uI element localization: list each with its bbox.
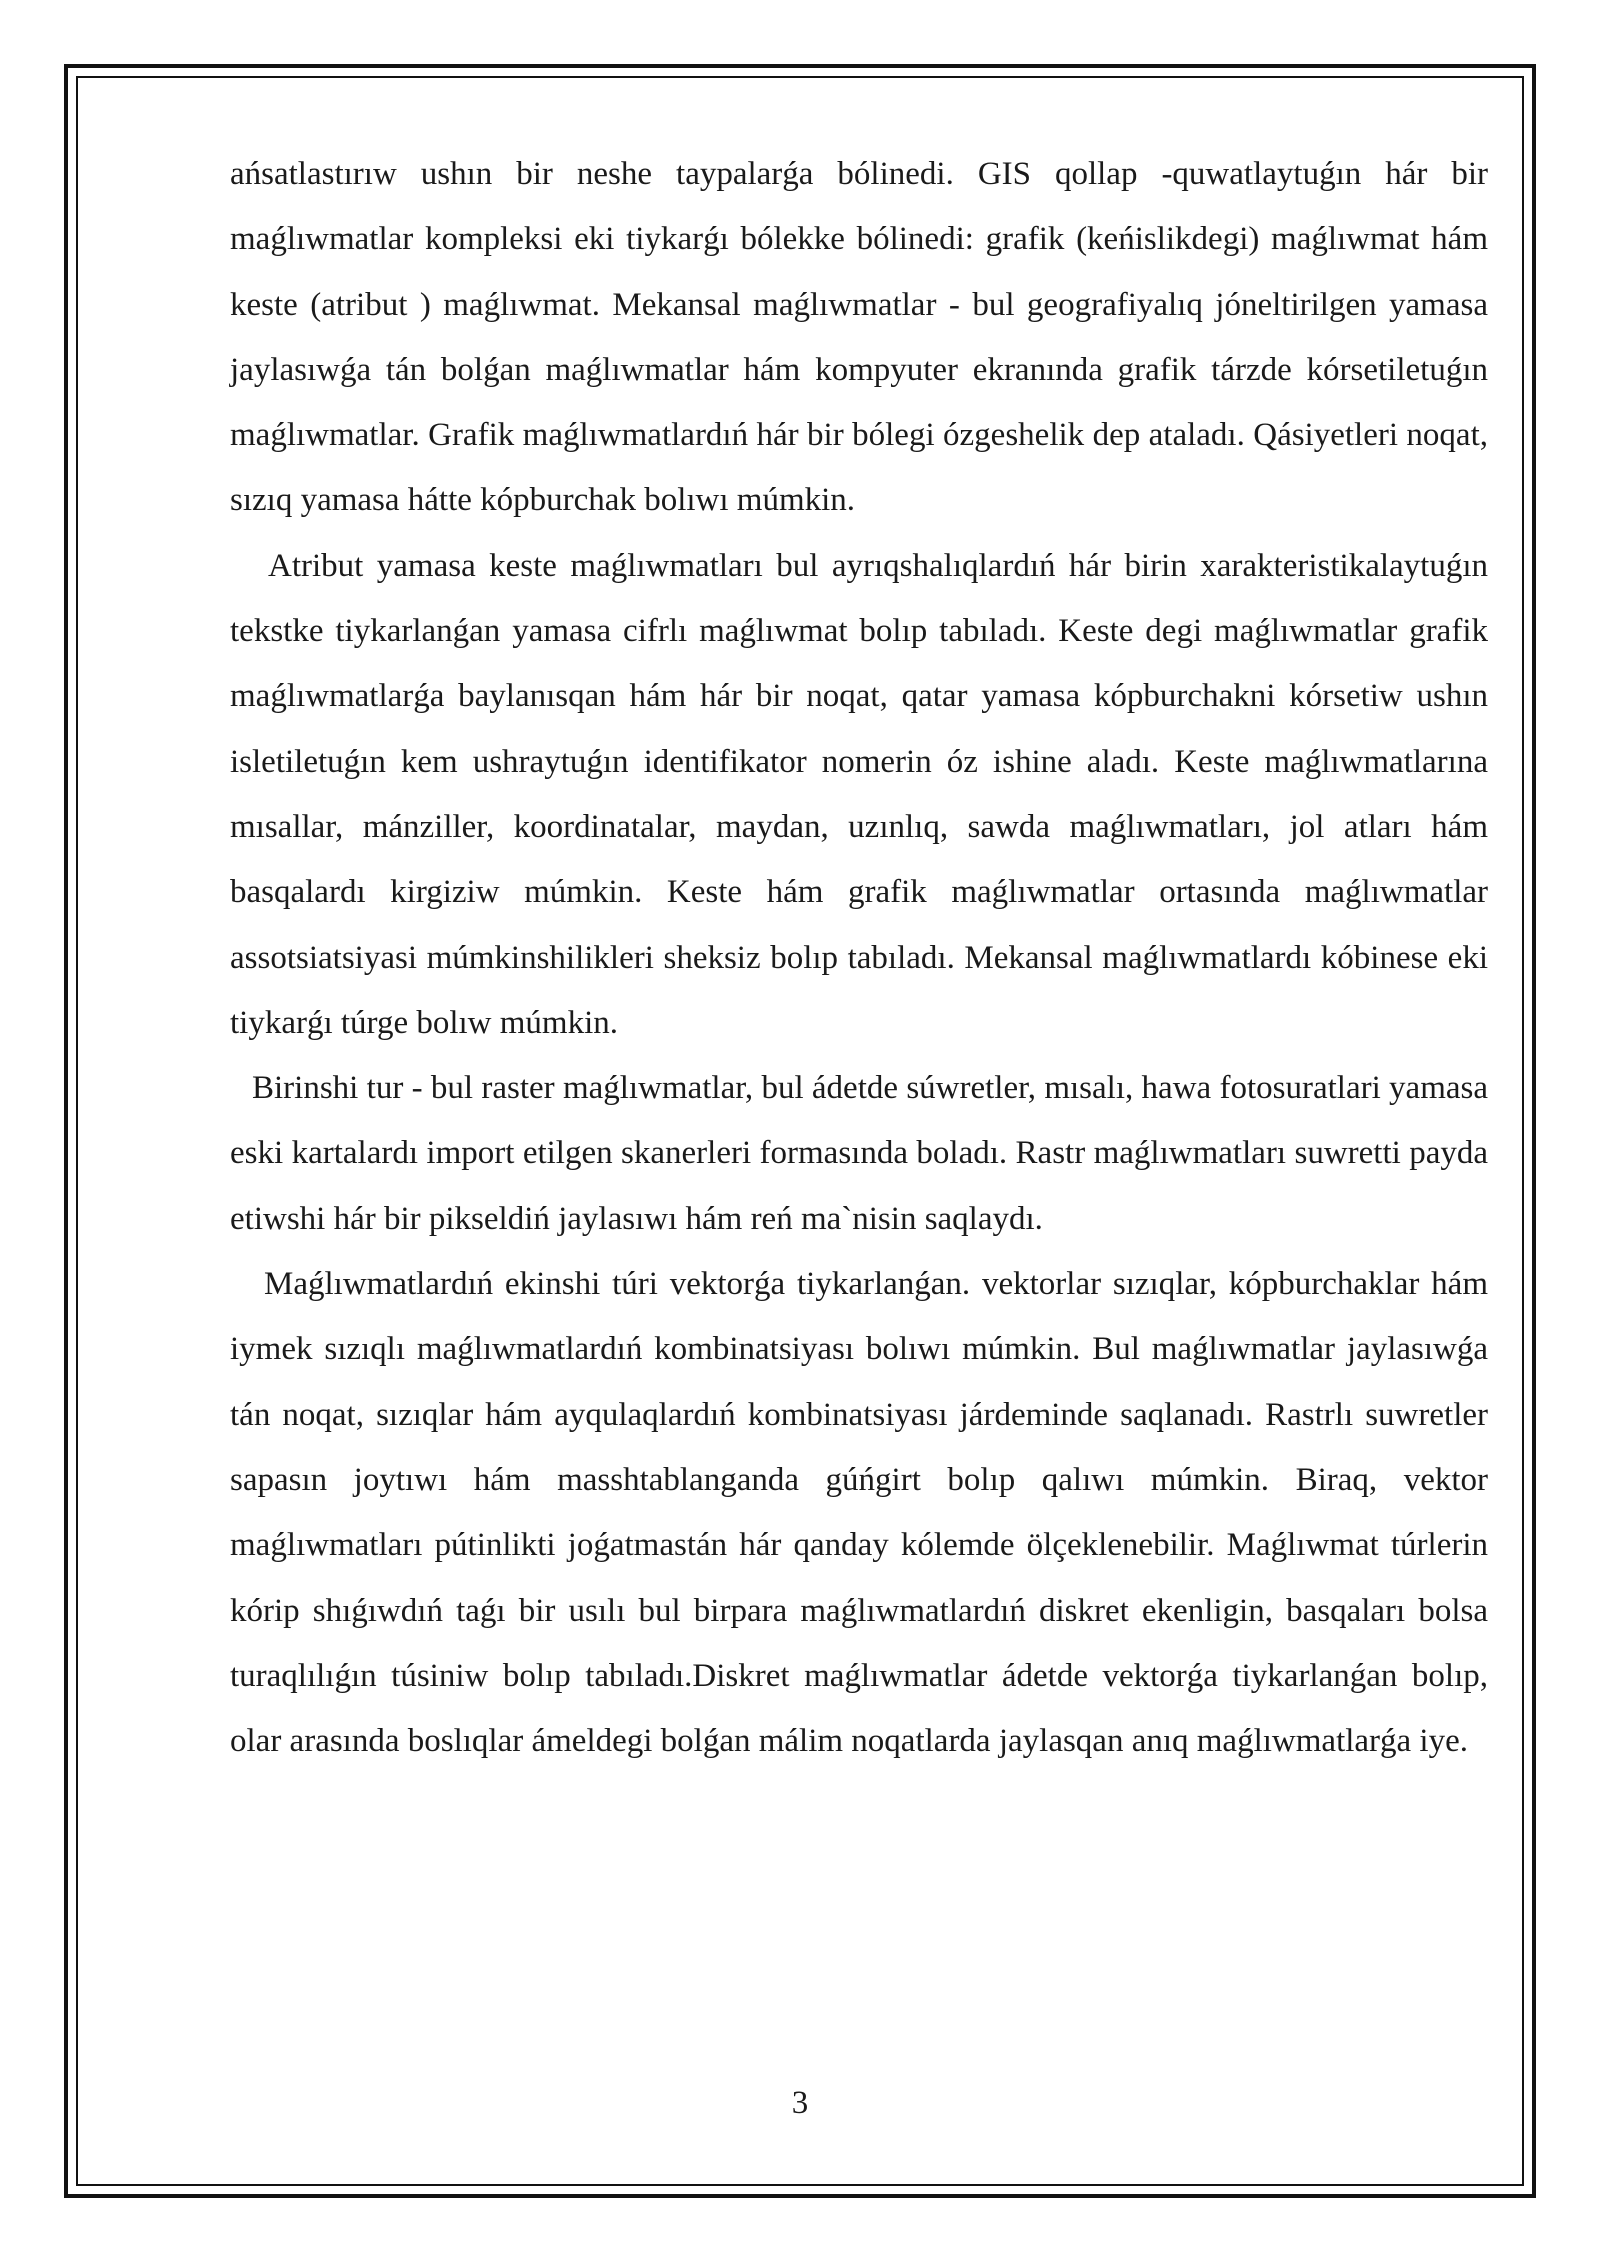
page-number: 3: [791, 2085, 809, 2121]
document-body: [230, 142, 1488, 1774]
paragraph-4: Maǵlıwmatlardıń ekinshi túri vektorǵa tiykarlanǵan. vektorlar sızıqlar, kópburchaklar hám iymek sızıqlı maǵlıwmatlardıń kombinatsiyası bolıwı múmkin. Bul maǵlıwmatlar jaylasıwǵa tán noqat, sızıqlar hám ayqulaqlardıń kombinatsiyası járdeminde saqlanadı. Rastrlı suwretler sapasın joytıwı hám masshtablanganda gúńgirt bolıp qalıwı múmkin. Biraq, vektor maǵlıwmatları pútinlikti joǵatmastán hár qanday kólemde ölçeklenebilir. Maǵlıwmat túrlerin kórip shıǵıwdıń taǵı bir usılı bul birpara maǵlıwmatlardıń diskret ekenligin, basqaları bolsa turaqlılıǵın túsiniw bolıp tabıladı.Diskret maǵlıwmatlar ádetde vektorǵa tiykarlanǵan bolıp, olar arasında boslıqlar ámeldegi bolǵan málim noqatlarda jaylasqan anıq maǵlıwmatlarǵa iye.: [230, 1266, 1488, 1760]
paragraph-3: Birinshi tur - bul raster maǵlıwmatlar, bul ádetde súwretler, mısalı, hawa fotosuratlari yamasa eski kartalardı import etilgen skanerleri formasında boladı. Rastr maǵlıwmatları suwretti payda etiwshi hár bir pikseldiń jaylasıwı hám reń ma`nisin saqlaydı.: [230, 1070, 1488, 1237]
paragraph-1: ańsatlastırıw ushın bir neshe taypalarǵa bólinedi. GIS qollap -quwatlaytuǵın hár bir maǵlıwmatlar kompleksi eki tiykarǵı bólekke bólinedi: grafik (keńislikdegi) maǵlıwmat hám keste (atribut ) maǵlıwmat. Mekansal maǵlıwmatlar - bul geografiyalıq jóneltirilgen yamasa jaylasıwǵa tán bolǵan maǵlıwmatlar hám kompyuter ekranında grafik tárzde kórsetiletuǵın maǵlıwmatlar. Grafik maǵlıwmatlardıń hár bir bólegi ózgeshelik dep ataladı. Qásiyetleri noqat, sızıq yamasa hátte kópburchak bolıwı múmkin.: [230, 156, 1488, 519]
paragraph-2: Atribut yamasa keste maǵlıwmatları bul ayrıqshalıqlardıń hár birin xarakteristikalaytuǵın tekstke tiykarlanǵan yamasa cifrlı maǵlıwmat bolıp tabıladı. Keste degi maǵlıwmatlar grafik maǵlıwmatlarǵa baylanısqan hám hár bir noqat, qatar yamasa kópburchakni kórsetiw ushın isletiletuǵın kem ushraytuǵın identifikator nomerin óz ishine aladı. Keste maǵlıwmatlarına mısallar, mánziller, koordinatalar, maydan, uzınlıq, sawda maǵlıwmatları, jol atları hám basqalardı kirgiziw múmkin. Keste hám grafik maǵlıwmatlar ortasında maǵlıwmatlar assotsiatsiyasi múmkinshilikleri sheksiz bolıp tabıladı. Mekansal maǵlıwmatlardı kóbinese eki tiykarǵı túrge bolıw múmkin.: [230, 547, 1488, 1041]
